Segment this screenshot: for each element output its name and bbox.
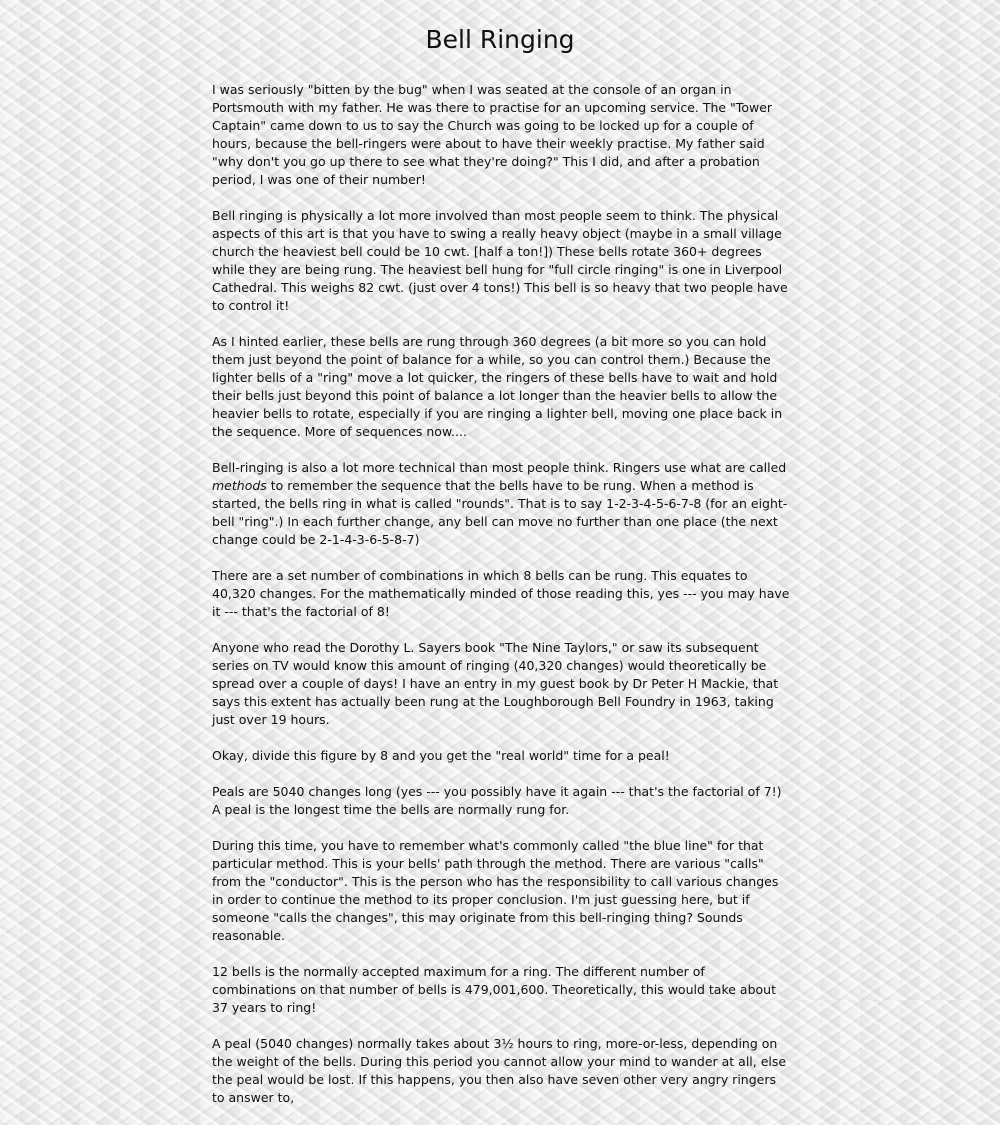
paragraph-peal-duration: A peal (5040 changes) normally takes about 3½ hours to ring, more-or-less, depending on the weight of the bells. During this period you cannot allow your mind to wander at all, else the peal would be lost. If this happens, you then also have seven other very angry ringers to answer to, xyxy=(212,1036,787,1105)
paragraph-divide: Okay, divide this figure by 8 and you get the "real world" time for a peal! xyxy=(212,748,670,763)
paragraph-methods xyxy=(212,459,792,549)
paragraph-bug: I was seriously "bitten by the bug" when I was seated at the console of an organ in Portsmouth with my father. He was there to practise for an upcoming service. The "Tower Captain" came down to us to say the Church was going to be locked up for a couple of hours, because the bell-ringers were about to have their weekly practise. My father said "why don't you go up there to see what they're doing?" This I did, and after a probation period, I was one of their number! xyxy=(212,82,773,187)
paragraph-twelve-bells: 12 bells is the normally accepted maximum for a ring. The different number of combinations on that number of bells is 479,001,600. Theoretically, this would take about 37 years to ring! xyxy=(212,964,776,1015)
paragraph-combinations: There are a set number of combinations in which 8 bells can be rung. This equates to 40,320 changes. For the mathematically minded of those reading this, yes --- you may have it --- that's the factorial of 8! xyxy=(212,568,790,619)
methods-emphasis: methods xyxy=(212,478,267,493)
paragraph-rotation: As I hinted earlier, these bells are rung through 360 degrees (a bit more so you can hold them just beyond the point of balance for a while, so you can control them.) Because the lighter bells of a "ring" move a lot quicker, the ringers of these bells have to wait and hold their bells just beyond this point of balance a lot longer than the heavier bells to allow the heavier bells to rotate, especially if you are ringing a lighter bell, moving one place back in the sequence. More of sequences now.... xyxy=(212,334,783,439)
paragraph-physical: Bell ringing is physically a lot more involved than most people seem to think. The physical aspects of this art is that you have to swing a really heavy object (maybe in a small village church the heaviest bell could be 10 cwt. [half a ton!]) These bells rotate 360+ degrees while they are being rung. The heaviest bell hung for "full circle ringing" is one in Liverpool Cathedral. This weighs 82 cwt. (just over 4 tons!) This bell is so heavy that two people have to control it! xyxy=(212,208,788,313)
article-body xyxy=(212,81,792,1125)
paragraph-peals: Peals are 5040 changes long (yes --- you possibly have it again --- that's the factorial of 7!) A peal is the longest time the bells are normally rung for. xyxy=(212,784,782,817)
paragraph-nine-taylors: Anyone who read the Dorothy L. Sayers book "The Nine Taylors," or saw its subsequent series on TV would know this amount of ringing (40,320 changes) would theoretically be spread over a couple of days! I have an entry in my guest book by Dr Peter H Mackie, that says this extent has actually been rung at the Loughborough Bell Foundry in 1963, taking just over 19 hours. xyxy=(212,640,779,727)
paragraph-blue-line: During this time, you have to remember what's commonly called "the blue line" for that particular method. This is your bells' path through the method. There are various "calls" from the "conductor". This is the person who has the responsibility to call various changes in order to continue the method to its proper conclusion. I'm just guessing here, but if someone "calls the changes", this may originate from this bell-ringing thing? Sounds reasonable. xyxy=(212,838,779,943)
methods-text-after: to remember the sequence that the bells have to be rung. When a method is started, the bells ring in what is called "rounds". That is to say 1-2-3-4-5-6-7-8 (for an eight-bell "ring".) In each further change, any bell can move no further than one place (the next change could be 2-1-4-3-6-5-8-7) xyxy=(212,478,788,547)
methods-text-before: Bell-ringing is also a lot more technical than most people think. Ringers use what are called xyxy=(212,460,787,475)
page-title: Bell Ringing xyxy=(425,25,575,54)
